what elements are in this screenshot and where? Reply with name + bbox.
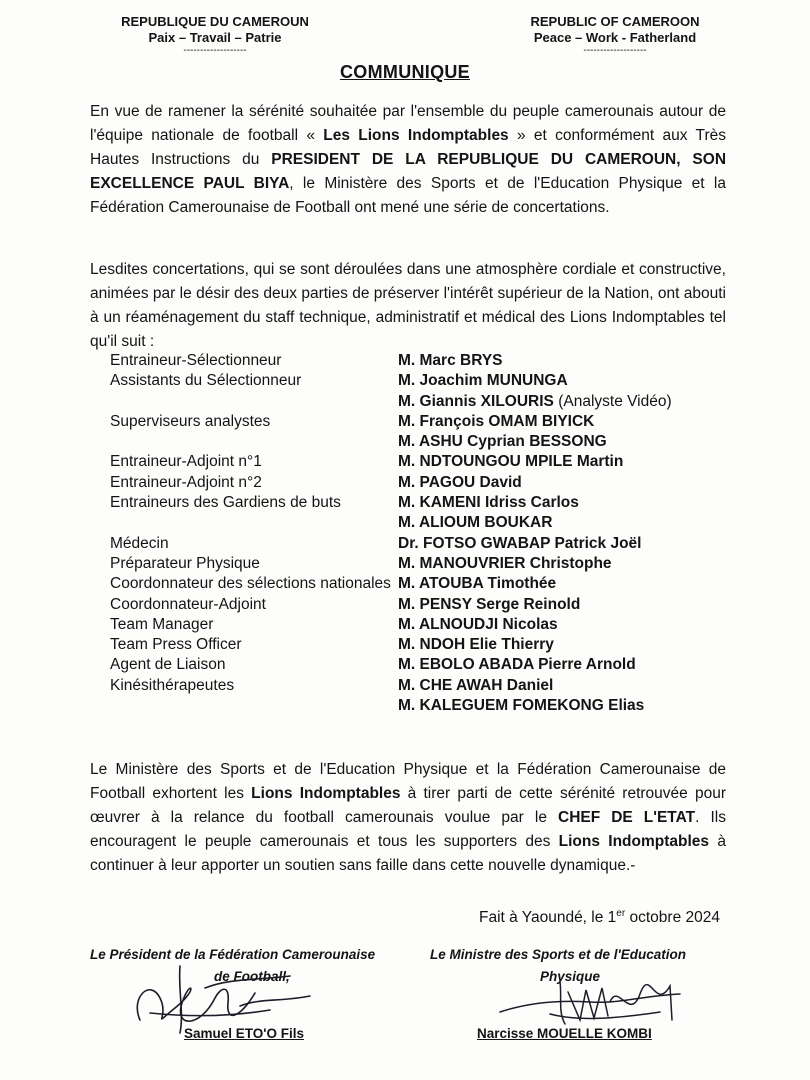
document-title: COMMUNIQUE (340, 62, 470, 82)
closing-paragraph (90, 758, 726, 878)
staff-name (398, 574, 730, 594)
staff-name-text: M. François OMAM BIYICK (398, 412, 595, 430)
staff-row (110, 554, 730, 574)
staff-name (398, 412, 730, 432)
date-ordinal: er (616, 908, 626, 919)
staff-role: Entraineur-Adjoint n°2 (110, 473, 262, 491)
staff-name (398, 513, 730, 533)
staff-names (398, 351, 730, 371)
header-left (100, 14, 330, 56)
staff-name (398, 655, 730, 675)
p3-team-name-2: Lions Indomptables (558, 833, 710, 850)
staff-row (110, 351, 730, 371)
date-suffix: octobre 2024 (625, 909, 720, 927)
staff-name (398, 615, 730, 635)
motto-fr: Paix – Travail – Patrie (148, 30, 282, 45)
staff-role: Entraineur-Adjoint n°1 (110, 453, 262, 471)
staff-row (110, 412, 730, 453)
staff-name (398, 452, 730, 472)
staff-row (110, 574, 730, 594)
staff-role: Superviseurs analystes (110, 412, 271, 430)
staff-names (398, 493, 730, 534)
minister-name: Narcisse MOUELLE KOMBI (477, 1026, 652, 1041)
header-right (500, 14, 730, 56)
signature-right (490, 972, 700, 1032)
place-and-date (440, 908, 720, 927)
staff-name-text: M. CHE AWAH Daniel (398, 676, 554, 694)
staff-row (110, 493, 730, 534)
staff-name-text: M. PAGOU David (398, 473, 522, 491)
staff-note: (Analyste Vidéo) (553, 392, 672, 410)
country-name-fr: REPUBLIQUE DU CAMEROUN (121, 14, 309, 29)
staff-name (398, 635, 730, 655)
staff-row (110, 473, 730, 493)
staff-role: Coordonnateur des sélections nationales (110, 575, 391, 593)
staff-role: Entraineur-Sélectionneur (110, 352, 282, 369)
motto-en: Peace – Work - Fatherland (533, 30, 697, 45)
staff-role: Préparateur Physique (110, 554, 260, 572)
staff-role: Kinésithérapeutes (110, 676, 235, 694)
staff-names (398, 473, 730, 493)
staff-name-text: M. KAMENI Idriss Carlos (398, 494, 579, 512)
staff-name-text: M. Joachim MUNUNGA (398, 372, 568, 390)
staff-role: Coordonnateur-Adjoint (110, 595, 266, 613)
staff-row (110, 371, 730, 412)
staff-names (398, 371, 730, 412)
staff-name (398, 554, 730, 574)
staff-name (398, 432, 730, 452)
date-prefix: Fait à Yaoundé, le 1 (478, 909, 617, 927)
staff-name (398, 351, 730, 371)
concertations-paragraph: Lesdites concertations, qui se sont déroulées dans une atmosphère cordiale et constructive, animées par le désir des deux parties de préserver l'intérêt supérieur de la Nation, ont abouti à un réaménagement du staff technique, administratif et médical des Lions Indomptables tel qu'il suit : (90, 261, 726, 350)
staff-name-text: M. Giannis XILOURIS (398, 392, 554, 410)
staff-name-text: M. ATOUBA Timothée (398, 575, 557, 593)
staff-list (110, 351, 730, 716)
staff-role: Team Manager (110, 615, 214, 633)
staff-names (398, 655, 730, 675)
staff-row (110, 615, 730, 635)
staff-names (398, 574, 730, 594)
fecafoot-president-title-line2: de Football, (214, 969, 290, 984)
staff-name-text: M. Marc BRYS (398, 352, 503, 369)
staff-name-text: M. KALEGUEM FOMEKONG Elias (398, 697, 645, 715)
p1-team-name: Les Lions Indomptables (323, 127, 509, 144)
header-divider-right: ------------------- (583, 45, 647, 56)
staff-names (398, 676, 730, 717)
staff-names (398, 635, 730, 655)
staff-names (398, 595, 730, 615)
p3-text-c: à tirer parti de cette sérénité retrouvée pour œuvrer à la relance du football camerounais voulue par le (90, 785, 726, 826)
staff-name (398, 534, 730, 554)
staff-name-text: M. PENSY Serge Reinold (398, 595, 581, 613)
staff-name-text: M. ALNOUDJI Nicolas (398, 615, 558, 633)
p1-president: PRESIDENT DE LA REPUBLIQUE DU CAMEROUN, SON EXCELLENCE PAUL BIYA (90, 151, 727, 192)
p3-team-name-1: Lions Indomptables (251, 785, 401, 802)
staff-name (398, 595, 730, 615)
fecafoot-president-name: Samuel ETO'O Fils (184, 1026, 304, 1041)
staff-name-text: M. ALIOUM BOUKAR (398, 514, 553, 532)
minister-title: Le Ministre des Sports et de l'Education (430, 947, 687, 962)
staff-names (398, 615, 730, 635)
p1-text-e: , le Ministère des Sports et de l'Education Physique et la Fédération Camerounaise de Football ont mené une série de concertations. (90, 175, 726, 216)
staff-name-text: M. EBOLO ABADA Pierre Arnold (398, 656, 636, 674)
p3-text-g: à continuer à leur apporter un soutien sans faille dans cette nouvelle dynamique.- (90, 833, 726, 874)
staff-names (398, 412, 730, 453)
staff-names (398, 534, 730, 554)
staff-name (398, 473, 730, 493)
minister-title-line2: Physique (540, 969, 601, 984)
staff-row (110, 452, 730, 472)
p1-text-c: » et conformément aux Très Hautes Instructions du (90, 127, 726, 168)
staff-role: Médecin (110, 534, 169, 552)
staff-name-text: M. NDOH Elie Thierry (398, 636, 554, 654)
staff-names (398, 452, 730, 472)
intro-paragraph (90, 100, 726, 220)
staff-role: Assistants du Sélectionneur (110, 372, 302, 390)
staff-name (398, 676, 730, 696)
staff-name-text: M. NDTOUNGOU MPILE Martin (398, 453, 624, 471)
p3-text-e: . Ils encouragent le peuple camerounais et tous les supporters des (90, 809, 726, 850)
staff-name (398, 371, 730, 391)
staff-row (110, 534, 730, 554)
staff-name (398, 392, 730, 412)
p3-text-a: Le Ministère des Sports et de l'Education Physique et la Fédération Camerounaise de Football exhortent les (90, 761, 726, 802)
staff-name (398, 493, 730, 513)
staff-row (110, 676, 730, 717)
header-divider-left: ------------------- (183, 45, 247, 56)
fecafoot-president-title: Le Président de la Fédération Camerounaise (90, 947, 376, 962)
staff-role: Entraineurs des Gardiens de buts (110, 494, 341, 512)
staff-name (398, 696, 730, 716)
country-name-en: REPUBLIC OF CAMEROON (530, 14, 700, 29)
p3-head-of-state: CHEF DE L'ETAT (558, 809, 696, 826)
staff-name-text: Dr. FOTSO GWABAP Patrick Joël (398, 534, 642, 552)
staff-name-text: M. ASHU Cyprian BESSONG (398, 433, 607, 451)
staff-role: Agent de Liaison (110, 656, 226, 674)
staff-row (110, 595, 730, 615)
staff-role: Team Press Officer (110, 636, 242, 654)
staff-row (110, 655, 730, 675)
staff-names (398, 554, 730, 574)
p1-text-a: En vue de ramener la sérénité souhaitée par l'ensemble du peuple camerounais autour de l'équipe nationale de football « (90, 103, 726, 144)
staff-name-text: M. MANOUVRIER Christophe (398, 554, 612, 572)
staff-row (110, 635, 730, 655)
